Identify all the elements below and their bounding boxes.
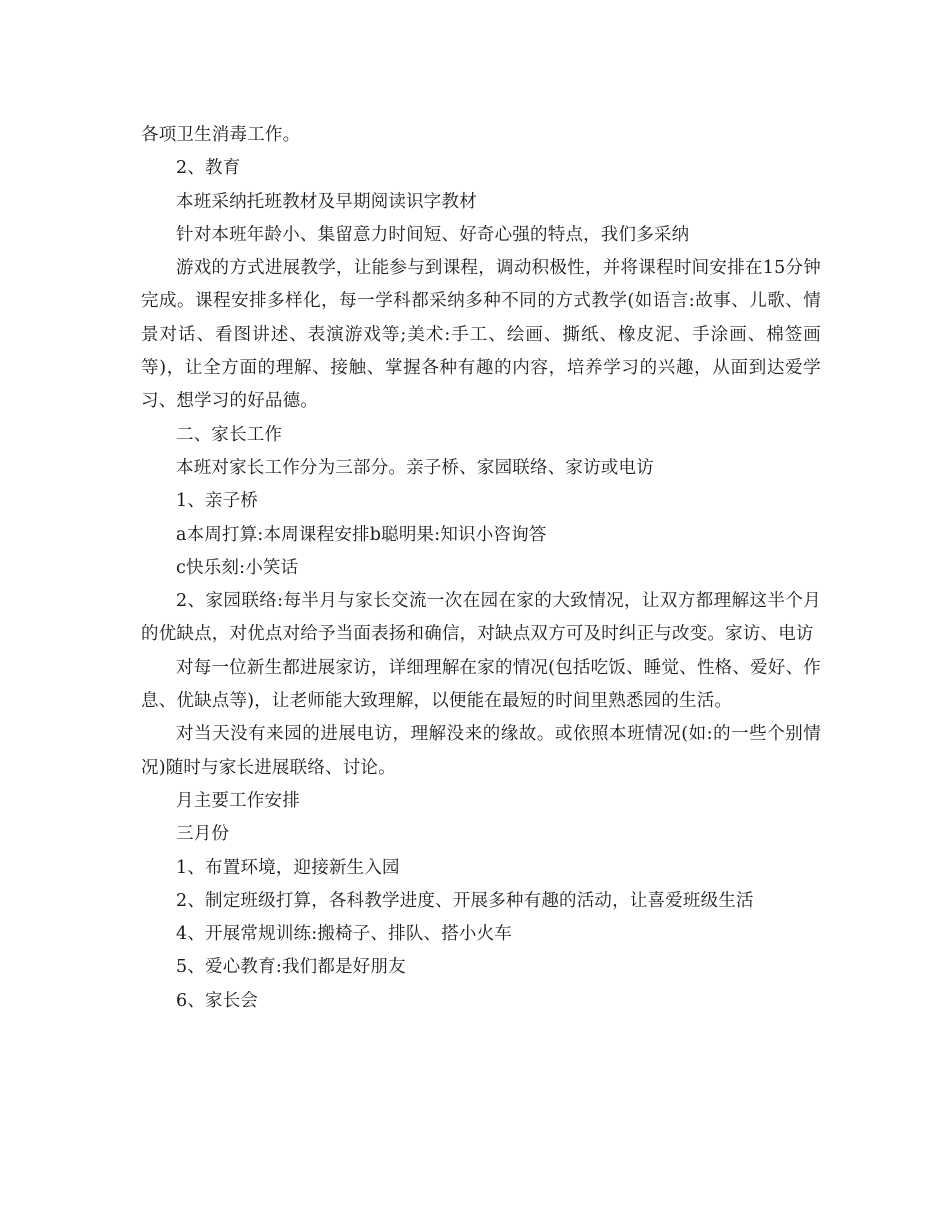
section-heading-monthly-plan: 月主要工作安排 [176, 790, 300, 811]
list-item: a本周打算:本周课程安排b聪明果:知识小咨询答 [176, 524, 547, 545]
list-item: 2、制定班级打算，各科教学进度、开展多种有趣的活动，让喜爱班级生活 [176, 890, 754, 911]
document-body [141, 119, 821, 1018]
subheading-march: 三月份 [176, 824, 230, 845]
paragraph: 本班对家长工作分为三部分。亲子桥、家园联络、家访或电访 [176, 457, 654, 478]
list-item: 1、布置环境，迎接新生入园 [176, 857, 400, 878]
paragraph: 2、家园联络:每半月与家长交流一次在园在家的大致情况，让双方都理解这半个月的优缺点，对优点对给予当面表扬和确信，对缺点双方可及时纠正与改变。家访、电访 [141, 591, 821, 645]
list-item: 4、开展常规训练:搬椅子、排队、搭小火车 [176, 924, 513, 945]
section-heading-education: 2、教育 [176, 158, 241, 179]
section-heading-parent-work: 二、家长工作 [176, 424, 283, 445]
list-item: c快乐刻:小笑话 [176, 557, 299, 578]
subheading-parent-child-bridge: 1、亲子桥 [176, 491, 259, 512]
paragraph: 对每一位新生都进展家访，详细理解在家的情况(包括吃饭、睡觉、性格、爱好、作息、优缺点等)，让老师能大致理解，以便能在最短的时间里熟悉园的生活。 [141, 657, 821, 712]
list-item: 6、家长会 [176, 990, 259, 1011]
paragraph: 游戏的方式进展教学，让能参与到课程，调动积极性，并将课程时间安排在15分钟完成。课程安排多样化，每一学科都采纳多种不同的方式教学(如语言:故事、儿歌、情景对话、看图讲述、表演游戏等;美术:手工、绘画、撕纸、橡皮泥、手涂画、棉签画等)，让全方面的理解、接触、掌握各种有趣的内容，培养学习的兴趣，从面到达爱学习、想学习的好品德。 [141, 258, 821, 412]
paragraph: 本班采纳托班教材及早期阅读识字教材 [176, 191, 477, 212]
list-item: 5、爱心教育:我们都是好朋友 [176, 957, 406, 978]
paragraph: 各项卫生消毒工作。 [141, 125, 301, 145]
paragraph: 对当天没有来园的进展电访，理解没来的缘故。或依照本班情况(如:的一些个别情况)随时与家长进展联络、讨论。 [141, 724, 821, 778]
paragraph: 针对本班年龄小、集留意力时间短、好奇心强的特点，我们多采纳 [176, 224, 690, 245]
